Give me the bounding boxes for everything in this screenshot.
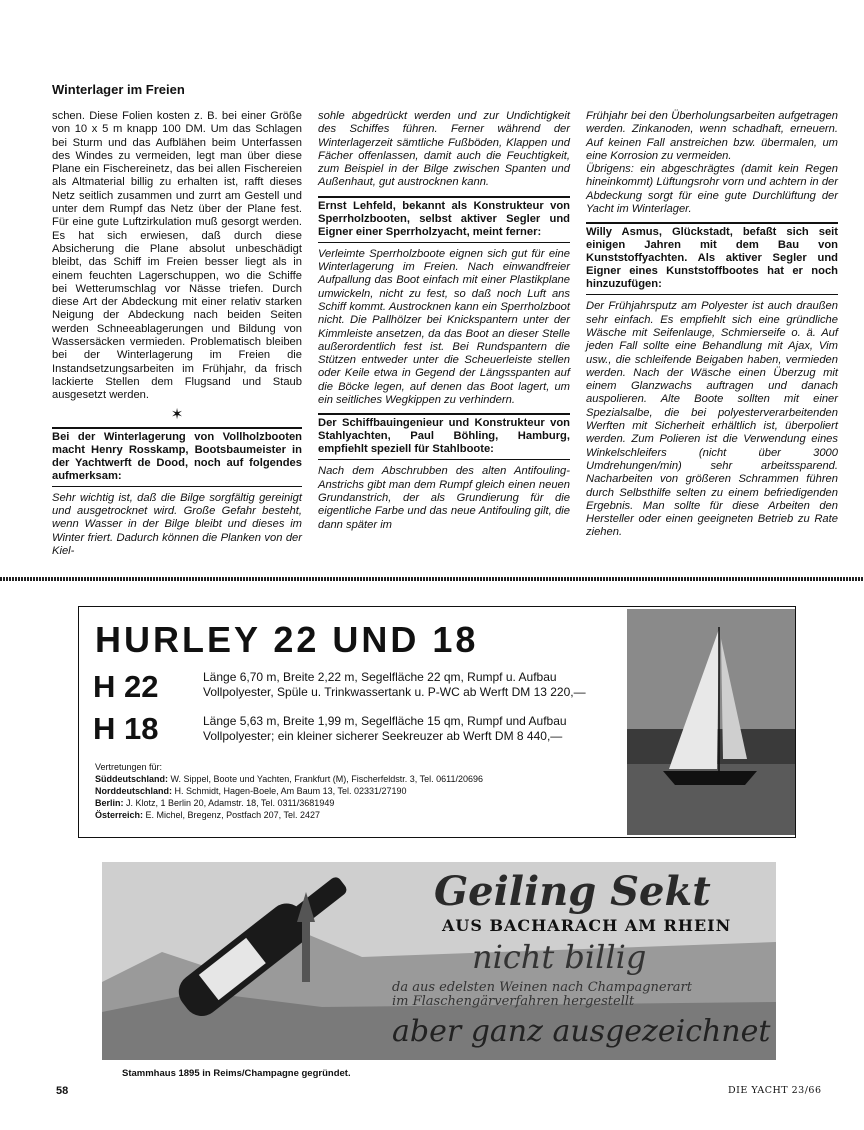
h22-label: H 22 bbox=[93, 669, 159, 704]
quote-paragraph: Übrigens: ein abgeschrägtes (damit kein Regen hineinkommt) Lüftungsrohr vorn und achtern in der Abdeckung sorgt für eine gute Durchlüftung der Yacht im Winterlager. bbox=[586, 163, 838, 216]
journal-name: DIE YACHT 23/66 bbox=[728, 1085, 822, 1096]
sekt-founded-note: Stammhaus 1895 in Reims/Champagne gegründet. bbox=[122, 1068, 351, 1079]
article-column-3 bbox=[586, 110, 838, 540]
rep-line: Süddeutschland: W. Sippel, Boote und Yachten, Frankfurt (M), Fischerfeldstr. 3, Tel. 0611/20696 bbox=[95, 774, 484, 784]
quote-paragraph: Sehr wichtig ist, daß die Bilge sorgfältig gereinigt und ausgetrocknet wird. Große Gefahr besteht, wenn Wasser in der Bilge bleibt und dieses im Winter friert. Dadurch können die Planken von der Kiel- bbox=[52, 491, 302, 558]
page-separator bbox=[0, 577, 864, 581]
body-paragraph: schen. Diese Folien kosten z. B. bei einer Größe von 10 x 5 m knapp 100 DM. Um das Schlagen bei Sturm und das Aufblähen beim Unterfassen des Windes zu vermeiden, legt man über diese Plane ein Fischereinetz, das bei allen Fischereien als Altmaterial billig zu erhalten ist, rafft dieses Netz seitlich zusammen und zurrt am Gestell und unter dem Rumpf das Netz über der Plane fest. Für eine gute Luftzirkulation muß gesorgt werden. Es hat sich erwiesen, daß durch diese Absicherung die Plane absolut unbeschädigt bleibt, das Schiff im Freien besser liegt als in einem feuchten Lagerschuppen, wo die Schiffe bei Wetterumschlag vor Nässe triefen. Durch diese Art der Abdeckung mit einer relativ starken Neigung der Abdeckung nach beiden Seiten werden Schneeablagerungen und Bildung von Wassersäcken vermieden. Problematisch bleiben bei der Winterlagerung im Freien die Instandsetzungsarbeiten im Frühjahr, da frisch lackierte Stellen dem Flugsand und Staub ausgesetzt werden. bbox=[52, 110, 302, 402]
quote-paragraph: Der Frühjahrsputz am Polyester ist auch draußen sehr einfach. Es empfiehlt sich eine gründliche Wäsche mit Seifenlauge, Schmierseife o. ä. Auf jeden Fall sollte eine Behandlung mit Ajax, Vim usw., die schleifende Beigaben haben, vermieden werden. Nach der Wäsche einen Überzug mit einem Glanzwachs auftragen und danach auspolieren. Alte Boote sollten mit einer Spezialsalbe, die bei polyesterverarbeitenden Werften mit Sicherheit erhältlich ist, überpoliert werden. Zum Polieren ist die Verwendung eines Winkelschleifers (nicht über 3000 Umdrehungen/min) sehr arbeitssparend. Nacharbeiten von größeren Schrammen führen durch Selbsthilfe selten zu einem befriedigenden Ergebnis. Man sollte für diese Arbeiten den Hersteller oder einen geeigneten Betrieb zu Rate ziehen. bbox=[586, 300, 838, 539]
representatives bbox=[95, 761, 483, 821]
reps-label: Vertretungen für: bbox=[95, 762, 163, 772]
sailboat-photo bbox=[627, 609, 795, 835]
section-star: ✶ bbox=[170, 405, 184, 423]
section-heading: Willy Asmus, Glückstadt, befaßt sich seit einigen Jahren mit dem Bau von Kunststoffyachten. Als aktiver Segler und Eigner eines Kunststoffbootes hat er noch hinzuzufügen: bbox=[586, 222, 838, 295]
article-column-2 bbox=[318, 110, 570, 532]
h18-description: Länge 5,63 m, Breite 1,99 m, Segelfläche 15 qm, Rumpf und Aufbau Vollpolyester; ein kleiner sicherer Seekreuzer ab Werft DM 8 440,— bbox=[203, 714, 567, 743]
sekt-slogan: aber ganz ausgezeichnet bbox=[392, 1014, 771, 1049]
page-number: 58 bbox=[56, 1085, 69, 1097]
h22-description: Länge 6,70 m, Breite 2,22 m, Segelfläche 22 qm, Rumpf u. Aufbau Vollpolyester, Spüle u. Trinkwassertank u. P-WC ab Werft DM 13 220,— bbox=[203, 670, 586, 699]
section-heading: Bei der Winterlagerung von Vollholzbooten macht Henry Rosskamp, Bootsbaumeister in der Yachtwerft de Dood, noch auf folgendes aufmerksam: bbox=[52, 427, 302, 487]
sekt-line-2: im Flaschengärverfahren hergestellt bbox=[392, 994, 635, 1009]
quote-paragraph: sohle abgedrückt werden und zur Undichtigkeit des Schiffes führen. Ferner während der Winterlagerzeit sämtliche Fußböden, Klappen und Fächer offenlassen, damit auch die Feuchtigkeit, zum Beispiel in der Bilge zwischen Spanten und Außenhaut, gut austrocknen kann. bbox=[318, 110, 570, 189]
geiling-sekt-advertisement bbox=[102, 862, 776, 1060]
h18-label: H 18 bbox=[93, 711, 159, 746]
sekt-nicht-billig: nicht billig bbox=[472, 938, 647, 976]
article-column-1 bbox=[52, 110, 302, 558]
quote-paragraph: Nach dem Abschrubben des alten Antifouling-Anstrichs gibt man dem Rumpf gleich einen neuen Grundanstrich, der als Grundierung für die eigentliche Farbe und das neue Antifouling gilt, die dann später im bbox=[318, 465, 570, 531]
sekt-origin: AUS BACHARACH AM RHEIN bbox=[442, 916, 732, 935]
quote-paragraph: Frühjahr bei den Überholungsarbeiten aufgetragen werden. Zinkanoden, wenn schadhaft, erneuern. Auf keinen Fall anstreichen bzw. übermalen, um eine Korrosion zu vermeiden. bbox=[586, 110, 838, 162]
section-heading: Der Schiffbauingenieur und Konstrukteur von Stahlyachten, Paul Böhling, Hamburg, empfiehlt speziell für Stahlboote: bbox=[318, 413, 570, 460]
ad-headline: HURLEY 22 UND 18 bbox=[95, 619, 479, 660]
hurley-advertisement bbox=[78, 606, 796, 838]
quote-paragraph: Verleimte Sperrholzboote eignen sich gut für eine Winterlagerung im Freien. Nach einwandfreier Aufpallung das Boot einfach mit einer Plastikplane umwickeln, nicht zu fest, so daß noch Luft ans Schiff kommt. Austrocknen kann ein Sperrholzboot nicht. Die Pallhölzer bei Knickspantern unter der Kimmleiste ansetzen, da das Boot an dieser Stelle außerordentlich fest ist. Bei Rundspantern die Stützen entweder unter die Scheuerleiste stellen oder Keile etwa in Gegend der Längsspanten auf die Böcke legen, auf denen das Boot lagert, um ein seitliches Wegkippen zu verhindern. bbox=[318, 247, 570, 407]
rep-line: Norddeutschland: H. Schmidt, Hagen-Boele, Am Baum 13, Tel. 02331/27190 bbox=[95, 786, 407, 796]
rep-line: Österreich: E. Michel, Bregenz, Postfach 207, Tel. 2427 bbox=[95, 810, 320, 820]
article-title: Winterlager im Freien bbox=[52, 82, 185, 97]
section-heading: Ernst Lehfeld, bekannt als Konstrukteur von Sperrholzbooten, selbst aktiver Segler und Eigner einer Sperrholzyacht, meint ferner: bbox=[318, 196, 570, 243]
sekt-brand: Geiling Sekt bbox=[434, 868, 711, 915]
sekt-line-1: da aus edelsten Weinen nach Champagnerart bbox=[392, 980, 692, 995]
rep-line: Berlin: J. Klotz, 1 Berlin 20, Adamstr. 18, Tel. 0311/3681949 bbox=[95, 798, 335, 808]
